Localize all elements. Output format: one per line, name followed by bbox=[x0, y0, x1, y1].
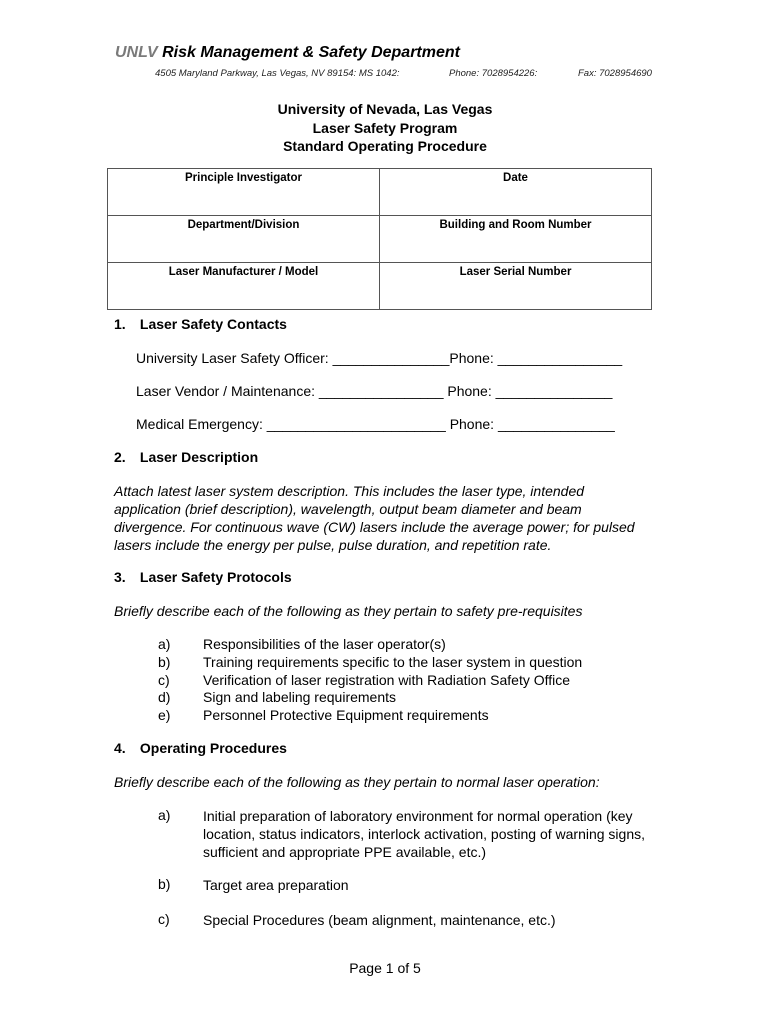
list-label: a) bbox=[158, 807, 171, 823]
section-title: Operating Procedures bbox=[139, 740, 287, 756]
header-fax: Fax: 7028954690 bbox=[578, 68, 652, 79]
list-label: e) bbox=[158, 707, 171, 723]
operating-procedures-intro: Briefly describe each of the following as they pertain to normal laser operation: bbox=[114, 774, 600, 790]
list-label: b) bbox=[158, 876, 171, 892]
section-number: 2. bbox=[114, 449, 126, 465]
header-address: 4505 Maryland Parkway, Las Vegas, NV 89154: MS 1042: bbox=[155, 68, 400, 79]
section-number: 1. bbox=[114, 316, 126, 332]
org-name: UNLV bbox=[115, 44, 158, 61]
list-label: a) bbox=[158, 636, 171, 652]
laser-manufacturer-model-field[interactable]: Laser Manufacturer / Model bbox=[108, 263, 380, 310]
list-item: Verification of laser registration with Radiation Safety Office bbox=[203, 672, 571, 688]
medical-emergency-line[interactable]: Medical Emergency: _______________________ Phone: _______________ bbox=[136, 416, 615, 432]
page-number: Page 1 of 5 bbox=[349, 960, 421, 976]
list-item: Special Procedures (beam alignment, maintenance, etc.) bbox=[203, 912, 556, 928]
document-titles bbox=[0, 100, 770, 156]
section-2-heading bbox=[114, 449, 258, 465]
laser-serial-number-field[interactable]: Laser Serial Number bbox=[380, 263, 652, 310]
department-name: Risk Management & Safety Department bbox=[162, 44, 460, 61]
safety-protocols-intro: Briefly describe each of the following as they pertain to safety pre-requisites bbox=[114, 603, 583, 619]
section-number: 3. bbox=[114, 569, 126, 585]
list-label: c) bbox=[158, 911, 170, 927]
list-item: Sign and labeling requirements bbox=[203, 689, 397, 705]
info-table bbox=[107, 168, 652, 310]
list-label: c) bbox=[158, 672, 170, 688]
section-title: Laser Safety Contacts bbox=[139, 316, 287, 332]
list-item: Target area preparation bbox=[203, 877, 349, 893]
list-label: b) bbox=[158, 654, 171, 670]
department-division-field[interactable]: Department/Division bbox=[108, 216, 380, 263]
table-row bbox=[108, 169, 652, 216]
title-program: Laser Safety Program bbox=[312, 119, 458, 136]
list-item: Initial preparation of laboratory environment for normal operation (key location, status indicators, interlock activation, posting of warning signs, sufficient and appropriate PPE available, etc.) bbox=[203, 808, 646, 860]
table-row bbox=[108, 263, 652, 310]
list-item: Responsibilities of the laser operator(s) bbox=[203, 636, 446, 652]
section-1-heading bbox=[114, 316, 287, 332]
list-item: Personnel Protective Equipment requirements bbox=[203, 707, 489, 723]
building-room-field[interactable]: Building and Room Number bbox=[380, 216, 652, 263]
section-title: Laser Description bbox=[139, 449, 259, 465]
list-label: d) bbox=[158, 689, 171, 705]
laser-description-text: Attach latest laser system description. This includes the laser type, intended application (brief description), wavelength, output beam diameter and beam divergence. For continuous wave (CW) lasers include the average power; for pulsed lasers include the energy per pulse, pulse duration, and repetition rate. bbox=[114, 483, 635, 553]
date-field[interactable]: Date bbox=[380, 169, 652, 216]
list-item: Training requirements specific to the laser system in question bbox=[203, 654, 583, 670]
principal-investigator-field[interactable]: Principle Investigator bbox=[108, 169, 380, 216]
title-sop: Standard Operating Procedure bbox=[283, 138, 487, 154]
department-header bbox=[115, 44, 460, 62]
section-number: 4. bbox=[114, 740, 126, 756]
section-4-heading bbox=[114, 740, 287, 756]
laser-vendor-line[interactable]: Laser Vendor / Maintenance: ________________ Phone: _______________ bbox=[136, 383, 613, 399]
section-title: Laser Safety Protocols bbox=[139, 569, 292, 585]
table-row bbox=[108, 216, 652, 263]
section-3-heading bbox=[114, 569, 292, 585]
header-phone: Phone: 7028954226: bbox=[449, 68, 538, 79]
title-university: University of Nevada, Las Vegas bbox=[277, 101, 493, 117]
laser-safety-officer-line[interactable]: University Laser Safety Officer: _______________Phone: ________________ bbox=[136, 350, 623, 366]
